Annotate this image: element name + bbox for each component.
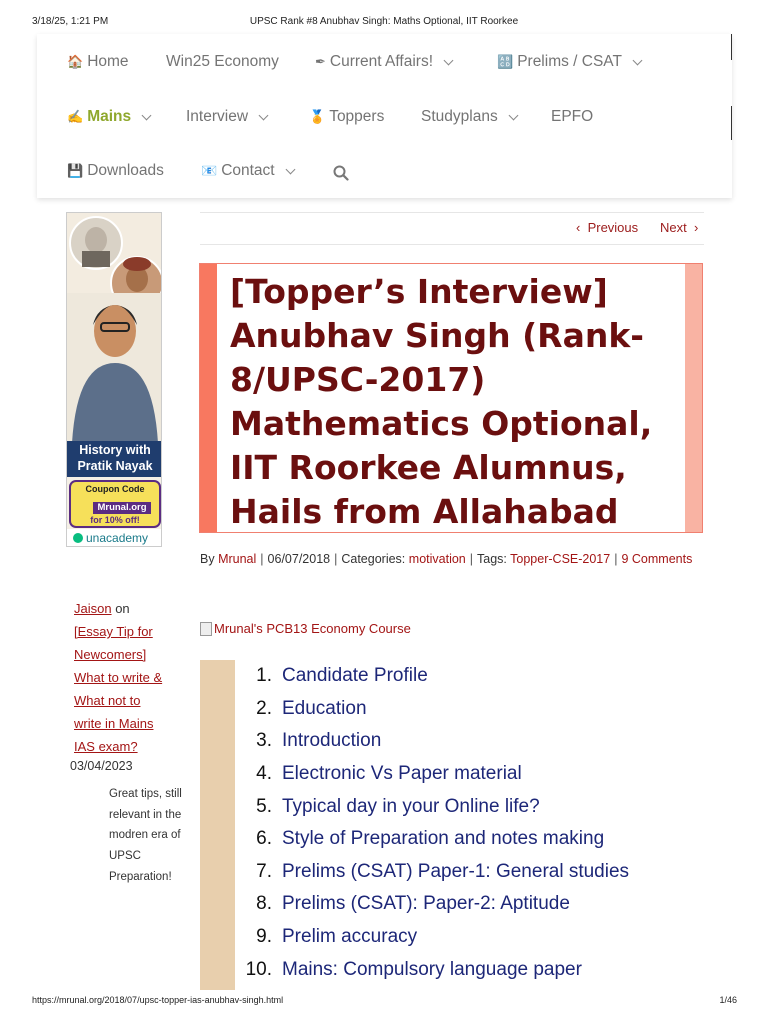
- envelope-icon: 📧: [201, 163, 218, 178]
- chevron-down-icon: [508, 110, 518, 120]
- toc-item[interactable]: 2. Education: [256, 697, 367, 719]
- recent-comment: Jaison on [Essay Tip for Newcomers] What to write & What not to write in Mains IAS exam?: [70, 597, 190, 758]
- comment-date: 03/04/2023: [70, 759, 133, 773]
- medal-icon: 🏅: [309, 109, 326, 124]
- chevron-down-icon: [285, 164, 295, 174]
- toc-item[interactable]: 4. Electronic Vs Paper material: [256, 763, 522, 785]
- print-datetime: 3/18/25, 1:21 PM: [32, 16, 109, 27]
- toc-item[interactable]: 7. Prelims (CSAT) Paper-1: General studies: [256, 860, 630, 882]
- nav-interview[interactable]: Interview: [186, 108, 267, 126]
- pen-icon: ✒: [315, 54, 326, 69]
- nav-home[interactable]: 🏠 Home: [67, 53, 129, 70]
- chevron-down-icon: [259, 110, 269, 120]
- print-url: https://mrunal.org/2018/07/upsc-topper-ias-anubhav-singh.html: [32, 995, 284, 1005]
- nav-mains[interactable]: ✍ Mains: [67, 108, 150, 126]
- nav-prelims[interactable]: 🔠 Prelims / CSAT: [497, 53, 641, 71]
- ad-coupon-offer: for 10% off!: [90, 515, 140, 525]
- chevron-down-icon: [633, 55, 643, 65]
- comment-post-link[interactable]: [Essay Tip for Newcomers] What to write & What not to write in Mains IAS exam?: [74, 624, 163, 754]
- writing-hand-icon: ✍: [67, 109, 84, 124]
- ad-illustration: [67, 213, 162, 547]
- toc-item[interactable]: 3. Introduction: [256, 730, 382, 752]
- article-title-box: [199, 263, 703, 533]
- ad-brand: unacademy: [86, 531, 149, 545]
- nav-current-affairs[interactable]: ✒ Current Affairs!: [315, 53, 452, 71]
- nav-edge-line: [731, 106, 732, 140]
- toc-item[interactable]: 6. Style of Preparation and notes making: [256, 828, 605, 850]
- next-post-link[interactable]: Next ›: [660, 220, 699, 235]
- divider: [200, 244, 704, 245]
- abcd-icon: 🔠: [497, 54, 514, 69]
- comment-text: Great tips, still relevant in the modren era of UPSC Preparation!: [109, 788, 182, 883]
- nav-studyplans[interactable]: Studyplans: [421, 108, 517, 126]
- sidebar-ad-banner[interactable]: [66, 212, 162, 547]
- chevron-left-icon: ‹: [576, 220, 588, 235]
- home-icon: 🏠: [67, 54, 84, 69]
- print-page-number: 1/46: [719, 995, 737, 1005]
- chevron-down-icon: [142, 110, 152, 120]
- toc-item[interactable]: 8. Prelims (CSAT): Paper-2: Aptitude: [256, 893, 570, 915]
- toc-accent-bar: [200, 660, 235, 990]
- floppy-disk-icon: 💾: [67, 163, 84, 178]
- post-date: 06/07/2018: [267, 552, 331, 566]
- ad-headline-2: Pratik Nayak: [77, 459, 153, 473]
- title-accent-left: [200, 264, 217, 532]
- nav-toppers[interactable]: 🏅 Toppers: [309, 108, 385, 125]
- chevron-down-icon: [444, 55, 454, 65]
- author-link[interactable]: Mrunal: [218, 552, 257, 566]
- toc-item[interactable]: 1. Candidate Profile: [256, 665, 428, 687]
- nav-edge-line: [731, 34, 732, 60]
- economy-course-banner[interactable]: Mrunal's PCB13 Economy Course: [200, 621, 411, 636]
- print-page-title: UPSC Rank #8 Anubhav Singh: Maths Optional, IIT Roorkee: [249, 16, 519, 27]
- search-icon[interactable]: [333, 165, 349, 181]
- toc-item[interactable]: 9. Prelim accuracy: [256, 926, 418, 948]
- toc-item[interactable]: 10. Mains: Compulsory language paper: [245, 958, 582, 980]
- article-title: [Topper’s Interview] Anubhav Singh (Rank-8/UPSC-2017) Mathematics Optional, IIT Roorkee Alumnus, Hails from Allahabad: [230, 272, 653, 531]
- broken-image-icon: [200, 622, 212, 636]
- toc-item[interactable]: 5. Typical day in your Online life?: [256, 795, 540, 817]
- table-of-contents: [240, 660, 629, 986]
- previous-post-link[interactable]: ‹ Previous: [576, 220, 639, 235]
- ad-headline-1: History with: [79, 443, 151, 457]
- comment-author-link[interactable]: Jaison: [74, 601, 112, 616]
- nav-downloads[interactable]: 💾 Downloads: [67, 162, 164, 179]
- tag-link[interactable]: Topper-CSE-2017: [510, 552, 611, 566]
- ad-coupon-code: Mrunal.org: [97, 502, 147, 513]
- comments-link[interactable]: 9 Comments: [621, 552, 693, 566]
- nav-economy[interactable]: Win25 Economy: [166, 53, 279, 70]
- category-link[interactable]: motivation: [408, 552, 466, 566]
- divider: [200, 212, 704, 213]
- ad-coupon-label: Coupon Code: [85, 484, 145, 494]
- title-accent-right: [685, 264, 702, 532]
- chevron-right-icon: ›: [686, 220, 699, 235]
- article-meta: By Mrunal | 06/07/2018 | Categories: motivation | Tags: Topper-CSE-2017 | 9 Comments: [200, 552, 693, 566]
- nav-contact[interactable]: 📧 Contact: [201, 162, 294, 180]
- nav-epfo[interactable]: EPFO: [551, 108, 594, 125]
